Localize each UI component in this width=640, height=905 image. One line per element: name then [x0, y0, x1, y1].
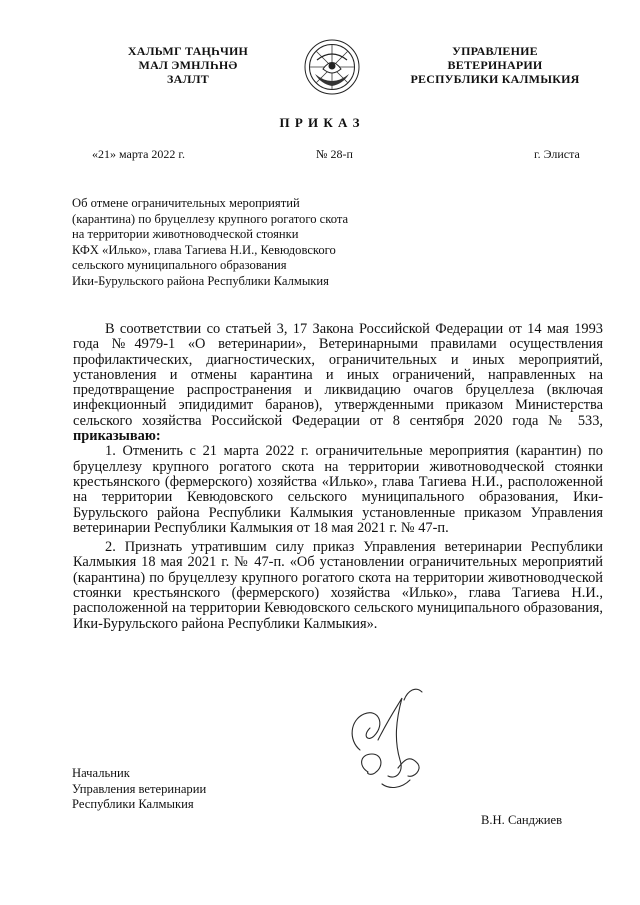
- document-type: П Р И К А З: [279, 115, 361, 130]
- subject-line: сельского муниципального образования: [72, 258, 287, 273]
- subject-line: (карантина) по бруцеллезу крупного рогатого скота: [72, 211, 349, 226]
- order-intro-text: В соответствии со статьей 3, 17 Закона Российской Федерации от 14 мая 1993 года №4979-1 «О ветеринарии», Ветеринарными правилами осуществления профилактических, диагностических, ограничительных и иных мероприятий, установления и отмены карантина и иных ограничений, направленных на предотвращение распространения и ликвидацию очагов бруцеллеза (включая инфекционный эпидидимит баранов), утвержденными приказом Министерства сельского хозяйства Российской Федерации от 8 сентября 2020 года № 533,: [73, 321, 603, 429]
- signature-title: [72, 766, 206, 813]
- order-body: [73, 322, 603, 632]
- signatory-name: В.Н. Санджиев: [481, 813, 563, 827]
- order-intro-bold: приказываю:: [73, 428, 161, 445]
- subject-line: КФХ «Илько», глава Тагиева Н.И., Кевюдовского: [72, 242, 336, 257]
- header-right-line-3: РЕСПУБЛИКИ КАЛМЫКИЯ: [410, 72, 580, 86]
- document-number: № 28-п: [316, 147, 353, 161]
- order-intro: [73, 322, 603, 444]
- header-left-line-2: МАЛ ЭМНЛҺНӘ: [138, 58, 238, 72]
- document-date: «21» марта 2022 г.: [92, 147, 185, 161]
- subject-line: Об отмене ограничительных мероприятий: [72, 196, 300, 210]
- header-right-line-2: ВЕТЕРИНАРИИ: [447, 58, 543, 72]
- order-item-2: 2. Признать утратившим силу приказ Управления ветеринарии Республики Калмыкия 18 мая 2021 г. № 47-п. «Об установлении ограничительных мероприятий (карантина) по бруцеллезу крупного рогатого скота на территории животноводческой стоянки крестьянского (фермерского) хозяйства «Илько», глава Тагиева Н.И., расположенной на территории Кевюдовского сельского муниципального образования, Ики-Бурульского района Республики Калмыкия».: [73, 539, 603, 632]
- subject-block: [72, 196, 412, 290]
- order-item-1: 1. Отменить с 21 марта 2022 г. ограничительные мероприятия (карантин) по бруцеллезу крупного рогатого скота на территории животноводческой стоянки крестьянского (фермерского) хозяйства «Илько», глава Тагиева Н.И., расположенной на территории Кевюдовского сельского муниципального образования, Ики-Бурульского района Республики Калмыкия установленные приказом Управления ветеринарии Республики Калмыкия от 18 мая 2021 г. № 47-п.: [73, 443, 603, 536]
- signature-title-line: Начальник: [72, 766, 130, 780]
- header-left: [108, 44, 268, 86]
- header-left-line-1: ХАЛЬМГ ТАҢҺЧИН: [127, 44, 249, 58]
- header-left-line-3: ЗАЛЛТ: [167, 72, 209, 86]
- signature-icon: [338, 680, 448, 800]
- header-right: [398, 44, 592, 86]
- signature-title-line: Республики Калмыкия: [72, 797, 194, 812]
- emblem-icon: [303, 36, 361, 98]
- document-city: г. Элиста: [534, 147, 580, 161]
- subject-line: Ики-Бурульского района Республики Калмыкия: [72, 273, 329, 288]
- signature-title-line: Управления ветеринарии: [72, 781, 207, 796]
- header-right-line-1: УПРАВЛЕНИЕ: [452, 44, 538, 58]
- subject-line: на территории животноводческой стоянки: [72, 227, 299, 242]
